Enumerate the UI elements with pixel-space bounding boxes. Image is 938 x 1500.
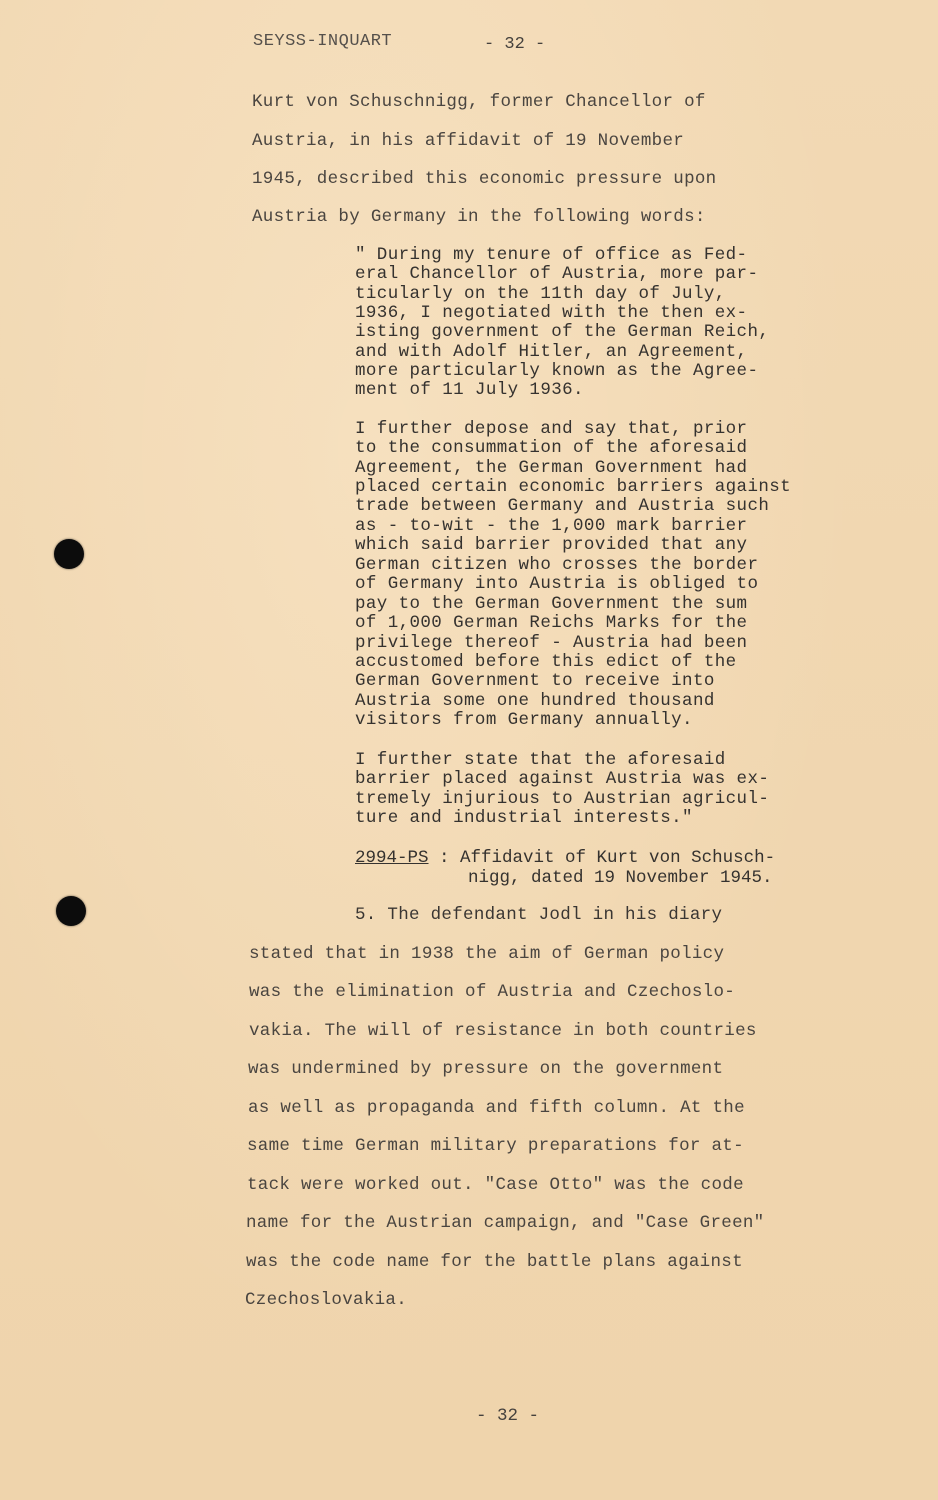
quote-p2-line-1: I further depose and say that, prior	[355, 419, 748, 439]
quote-p2-line-10: pay to the German Government the sum	[355, 594, 748, 614]
punch-hole-upper	[54, 539, 84, 569]
punch-hole-lower	[56, 896, 86, 926]
quote-p1-line-6: and with Adolf Hitler, an Agreement,	[355, 342, 748, 362]
quote-p1-line-8: ment of 11 July 1936.	[355, 380, 584, 400]
quote-p3-line-4: ture and industrial interests."	[355, 808, 693, 828]
reference-code: 2994-PS	[355, 848, 429, 868]
quote-p3-line-1: I further state that the aforesaid	[355, 750, 726, 770]
para5-line-8: name for the Austrian campaign, and "Case Green"	[246, 1213, 765, 1233]
quote-p1-line-5: isting government of the German Reich,	[355, 322, 770, 342]
quote-p2-line-11: of 1,000 German Reichs Marks for the	[355, 613, 748, 633]
quote-p2-line-5: trade between Germany and Austria such	[355, 496, 770, 516]
quote-p2-line-2: to the consummation of the aforesaid	[355, 438, 748, 458]
quote-p2-line-4: placed certain economic barriers against	[355, 477, 792, 497]
quote-p2-line-13: accustomed before this edict of the	[355, 652, 737, 672]
quote-p2-line-12: privilege thereof - Austria had been	[355, 633, 748, 653]
para5-first-line: 5. The defendant Jodl in his diary	[355, 905, 723, 925]
para5-line-4: was undermined by pressure on the government	[248, 1059, 724, 1079]
quote-p1-line-3: ticularly on the 11th day of July,	[355, 284, 726, 304]
quote-p3-line-2: barrier placed against Austria was ex-	[355, 769, 770, 789]
para5-line-6: same time German military preparations for at-	[247, 1136, 744, 1156]
intro-line-2: Austria, in his affidavit of 19 November	[252, 131, 685, 151]
quote-p1-line-4: 1936, I negotiated with the then ex-	[355, 303, 748, 323]
quote-p1-line-7: more particularly known as the Agree-	[355, 361, 759, 381]
para5-line-3: vakia. The will of resistance in both countries	[249, 1021, 757, 1041]
quote-p2-line-15: Austria some one hundred thousand	[355, 691, 715, 711]
para5-line-2: was the elimination of Austria and Czechoslo-	[249, 982, 736, 1002]
intro-line-4: Austria by Germany in the following words:	[252, 207, 706, 227]
quote-p2-line-6: as - to-wit - the 1,000 mark barrier	[355, 516, 748, 536]
quote-p2-line-16: visitors from Germany annually.	[355, 710, 693, 730]
intro-line-3: 1945, described this economic pressure upon	[252, 169, 717, 189]
para5-line-10: Czechoslovakia.	[245, 1290, 408, 1310]
running-header: SEYSS-INQUART	[253, 32, 393, 51]
quote-p2-line-9: of Germany into Austria is obliged to	[355, 574, 759, 594]
para5-line-5: as well as propaganda and fifth column. At the	[248, 1098, 745, 1118]
para5-line-7: tack were worked out. "Case Otto" was the code	[247, 1175, 744, 1195]
reference-line-2: nigg, dated 19 November 1945.	[468, 868, 773, 888]
para5-line-9: was the code name for the battle plans against	[246, 1252, 743, 1272]
quote-p2-line-14: German Government to receive into	[355, 671, 715, 691]
document-reference	[355, 848, 775, 888]
reference-line-1: Affidavit of Kurt von Schusch-	[460, 848, 776, 868]
para5-line-1: stated that in 1938 the aim of German policy	[249, 944, 725, 964]
quote-p1-line-2: eral Chancellor of Austria, more par-	[355, 264, 759, 284]
reference-separator: :	[428, 848, 461, 868]
quote-p2-line-3: Agreement, the German Government had	[355, 458, 748, 478]
intro-line-1: Kurt von Schuschnigg, former Chancellor of	[252, 92, 706, 112]
quote-p1-line-1: " During my tenure of office as Fed-	[355, 245, 748, 265]
quote-p2-line-8: German citizen who crosses the border	[355, 555, 759, 575]
quote-p2-line-7: which said barrier provided that any	[355, 535, 748, 555]
footer-page-number: - 32 -	[476, 1406, 540, 1426]
quote-p3-line-3: tremely injurious to Austrian agricul-	[355, 789, 770, 809]
header-page-number: - 32 -	[484, 35, 546, 54]
